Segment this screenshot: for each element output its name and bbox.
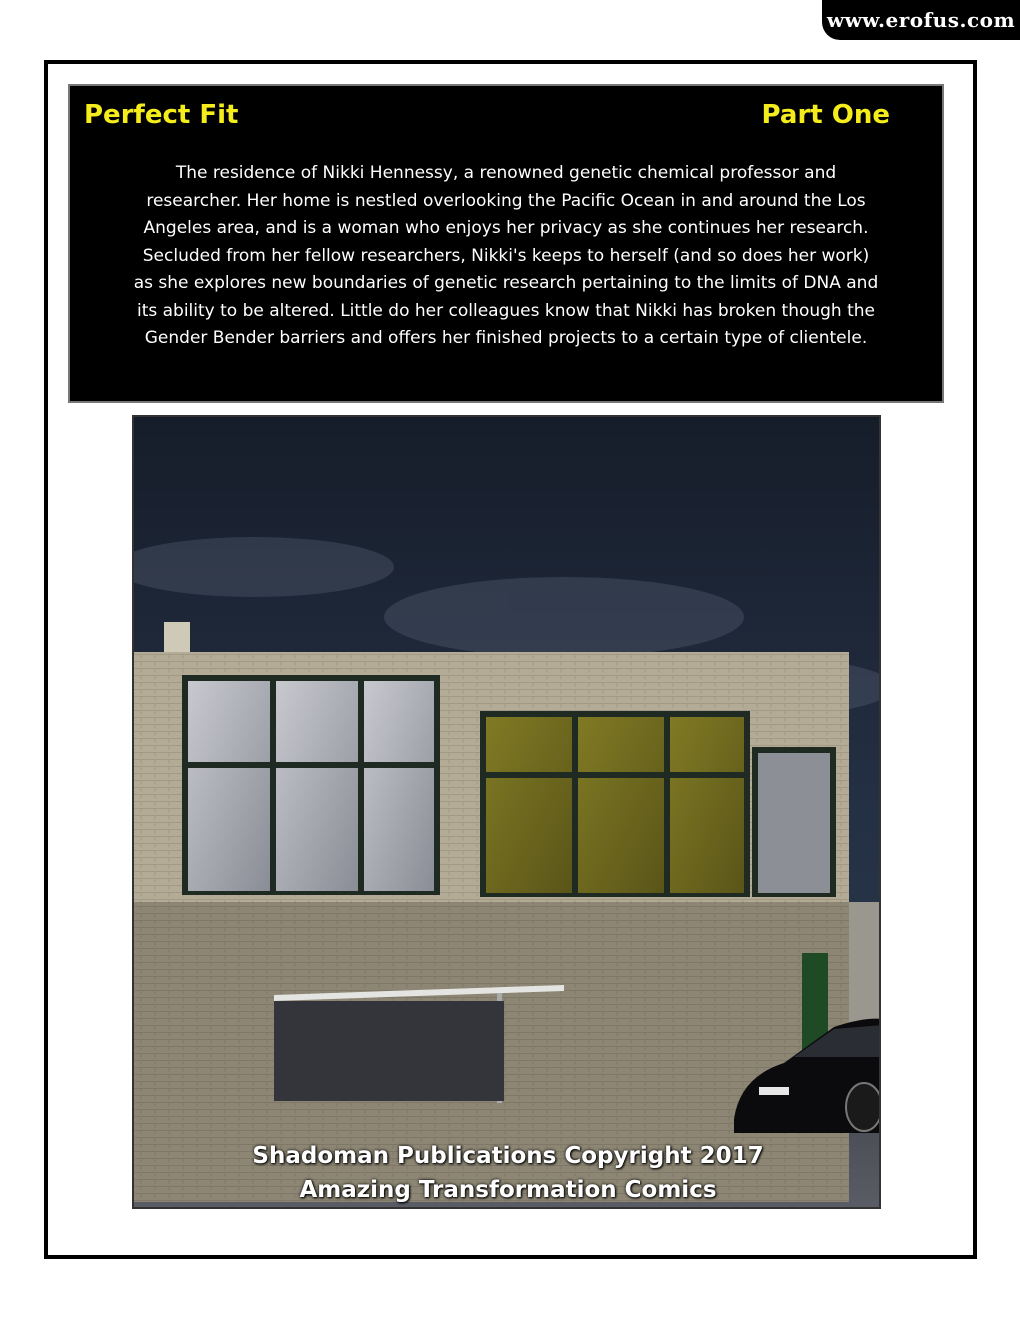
caption-line: Angeles area, and is a woman who enjoys her privacy as she continues her research.	[143, 218, 869, 238]
credits-line-2: Amazing Transformation Comics	[299, 1177, 717, 1203]
caption-text	[96, 160, 916, 353]
caption-box	[68, 84, 944, 403]
part-title: Part One	[761, 100, 890, 130]
scene-illustration	[134, 417, 881, 1209]
caption-line: its ability to be altered. Little do her colleagues know that Nikki has broken though the	[136, 300, 876, 321]
watermark: www.erofus.com	[822, 0, 1020, 40]
credits-line-1: Shadoman Publications Copyright 2017	[252, 1143, 764, 1169]
caption-line: The residence of Nikki Hennessy, a renowned genetic chemical professor and	[175, 163, 837, 183]
comic-panel	[132, 415, 881, 1209]
caption-line: researcher. Her home is nestled overlooking the Pacific Ocean in and around the Los	[146, 190, 866, 211]
caption-line: Secluded from her fellow researchers, Nikki's keeps to herself (and so does her work)	[142, 245, 870, 266]
caption-line: as she explores new boundaries of genetic research pertaining to the limits of DNA and	[133, 273, 879, 293]
caption-line: Gender Bender barriers and offers her finished projects to a certain type of clientele.	[144, 328, 868, 348]
credits	[134, 1139, 881, 1207]
story-title: Perfect Fit	[84, 100, 239, 130]
